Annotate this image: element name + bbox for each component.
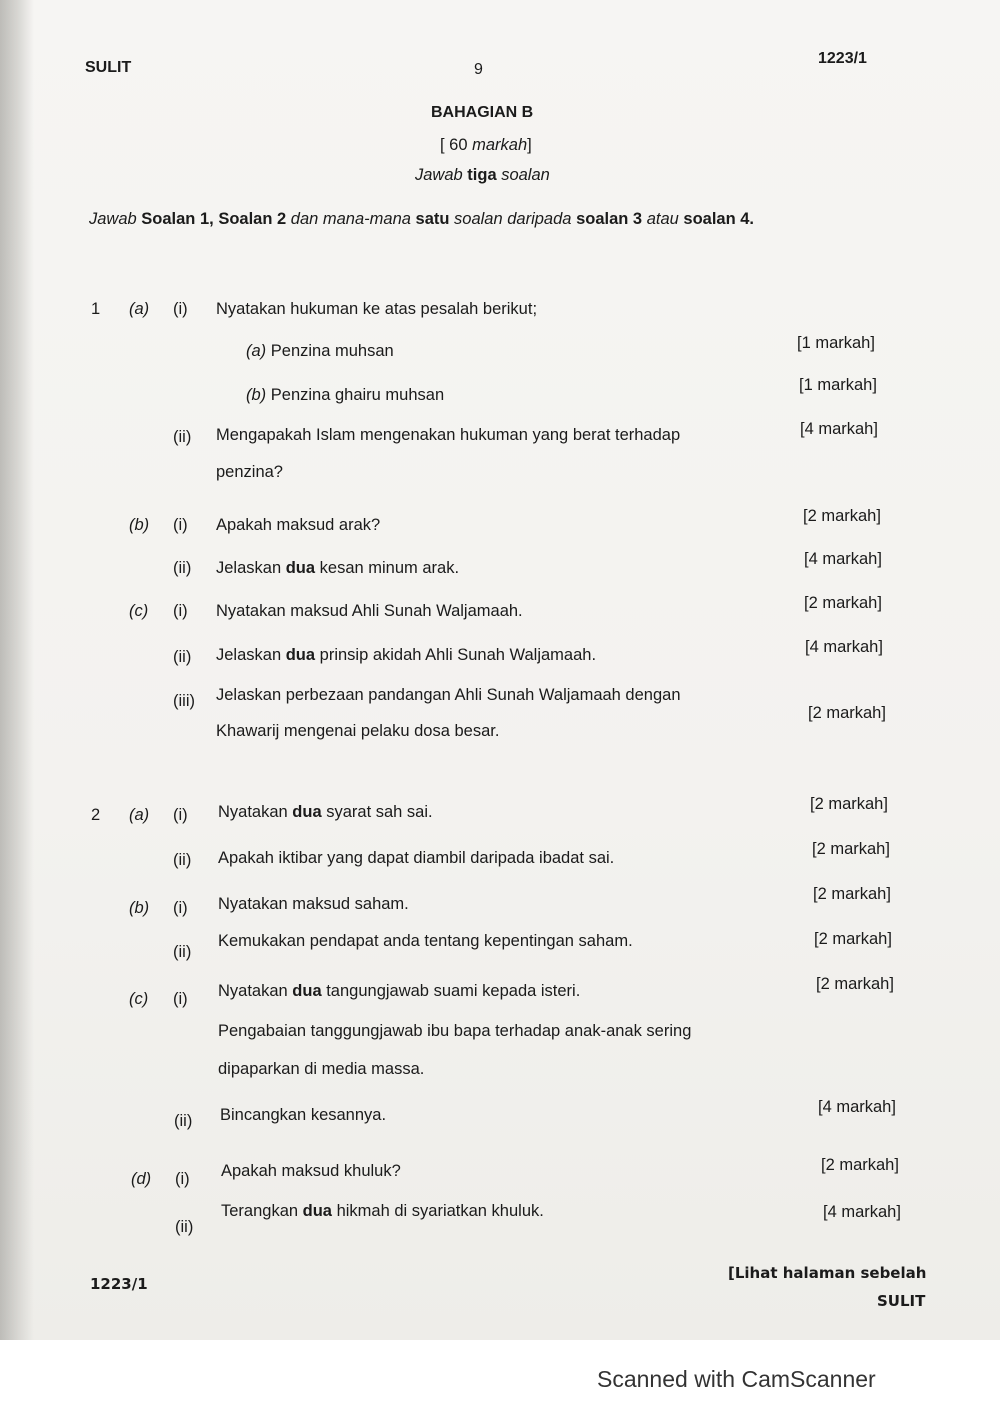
q2a-ii-text: Apakah iktibar yang dapat diambil daripada ibadat sai. [218, 849, 615, 867]
q1c-i-label: (i) [173, 602, 188, 620]
section-rule: Jawab Soalan 1, Soalan 2 dan mana-mana satu soalan daripada soalan 3 atau soalan 4. [89, 210, 755, 228]
q1b-i-mark: [2 markah] [803, 507, 881, 525]
section-marks: [ 60 markah] [440, 136, 532, 154]
q1b-i-text: Apakah maksud arak? [216, 516, 381, 534]
q1b-ii-mark: [4 markah] [804, 550, 882, 568]
q2d-ii-label: (ii) [175, 1218, 194, 1236]
section-title: BAHAGIAN B [431, 104, 534, 121]
q1c-ii-label: (ii) [173, 648, 192, 666]
q2c-ii-text: Bincangkan kesannya. [220, 1106, 387, 1124]
question-1-number: 1 [91, 300, 101, 318]
footer-sulit: SULIT [877, 1292, 926, 1310]
footer-code: 1223/1 [90, 1275, 148, 1293]
q2b-i-label: (i) [173, 899, 188, 917]
q1c-iii-text-line2: Khawarij mengenai pelaku dosa besar. [216, 722, 500, 740]
q1b-i-label: (i) [173, 516, 188, 534]
q1c-ii-mark: [4 markah] [805, 638, 883, 656]
header-code: 1223/1 [818, 50, 867, 67]
q2a-ii-mark: [2 markah] [812, 840, 890, 858]
q1a-ii-label: (ii) [173, 428, 192, 446]
q1a-i-a-mark: [1 markah] [797, 334, 875, 352]
q2c-i-label: (i) [173, 990, 188, 1008]
header-sulit: SULIT [85, 59, 132, 76]
q1b-ii-text: Jelaskan dua kesan minum arak. [216, 559, 460, 577]
q1c-iii-mark: [2 markah] [808, 704, 886, 722]
q2b-label: (b) [129, 899, 150, 917]
q2d-ii-text: Terangkan dua hikmah di syariatkan khuluk. [221, 1202, 544, 1220]
q1c-i-text: Nyatakan maksud Ahli Sunah Waljamaah. [216, 602, 523, 620]
q1a-ii-mark: [4 markah] [800, 420, 878, 438]
q2d-ii-mark: [4 markah] [823, 1203, 901, 1221]
page-number: 9 [474, 61, 483, 78]
q1a-ii-text-line2: penzina? [216, 463, 283, 481]
q2a-label: (a) [129, 806, 150, 824]
q1c-label: (c) [129, 602, 149, 620]
q2b-i-text: Nyatakan maksud saham. [218, 895, 409, 913]
q2b-i-mark: [2 markah] [813, 885, 891, 903]
q2c-stimulus-line1: Pengabaian tanggungjawab ibu bapa terhadap anak-anak sering [218, 1022, 692, 1040]
q2d-i-text: Apakah maksud khuluk? [221, 1162, 401, 1180]
q1c-iii-label: (iii) [173, 692, 195, 710]
question-2-number: 2 [91, 806, 101, 824]
q2c-i-text: Nyatakan dua tangungjawab suami kepada isteri. [218, 982, 581, 1000]
q1a-ii-text-line1: Mengapakah Islam mengenakan hukuman yang berat terhadap [216, 426, 681, 444]
section-instruction: Jawab tiga soalan [415, 166, 550, 184]
q2d-i-mark: [2 markah] [821, 1156, 899, 1174]
q2c-i-mark: [2 markah] [816, 975, 894, 993]
q1a-i-a-text: (a) Penzina muhsan [246, 342, 394, 360]
q1a-i-b-mark: [1 markah] [799, 376, 877, 394]
q2d-label: (d) [131, 1170, 152, 1188]
q1b-label: (b) [129, 516, 150, 534]
q2a-ii-label: (ii) [173, 851, 192, 869]
q1a-i-text: Nyatakan hukuman ke atas pesalah berikut; [216, 300, 538, 318]
q2c-ii-mark: [4 markah] [818, 1098, 896, 1116]
q2a-i-label: (i) [173, 806, 188, 824]
q2c-label: (c) [129, 990, 149, 1008]
q2b-ii-text: Kemukakan pendapat anda tentang kepentingan saham. [218, 932, 633, 950]
q1a-i-b-text: (b) Penzina ghairu muhsan [246, 386, 445, 404]
q1b-ii-label: (ii) [173, 559, 192, 577]
footer-next-page: [Lihat halaman sebelah [728, 1264, 927, 1282]
q2d-i-label: (i) [175, 1170, 190, 1188]
q1a-i-label: (i) [173, 300, 188, 318]
q2a-i-text: Nyatakan dua syarat sah sai. [218, 803, 433, 821]
q1a-label: (a) [129, 300, 150, 318]
q2a-i-mark: [2 markah] [810, 795, 888, 813]
q1c-i-mark: [2 markah] [804, 594, 882, 612]
q1c-iii-text-line1: Jelaskan perbezaan pandangan Ahli Sunah Waljamaah dengan [216, 686, 681, 704]
camscanner-watermark: Scanned with CamScanner [597, 1366, 876, 1392]
q2c-stimulus-line2: dipaparkan di media massa. [218, 1060, 425, 1078]
q2c-ii-label: (ii) [174, 1112, 193, 1130]
q1c-ii-text: Jelaskan dua prinsip akidah Ahli Sunah Waljamaah. [216, 646, 597, 664]
q2b-ii-label: (ii) [173, 943, 192, 961]
q2b-ii-mark: [2 markah] [814, 930, 892, 948]
